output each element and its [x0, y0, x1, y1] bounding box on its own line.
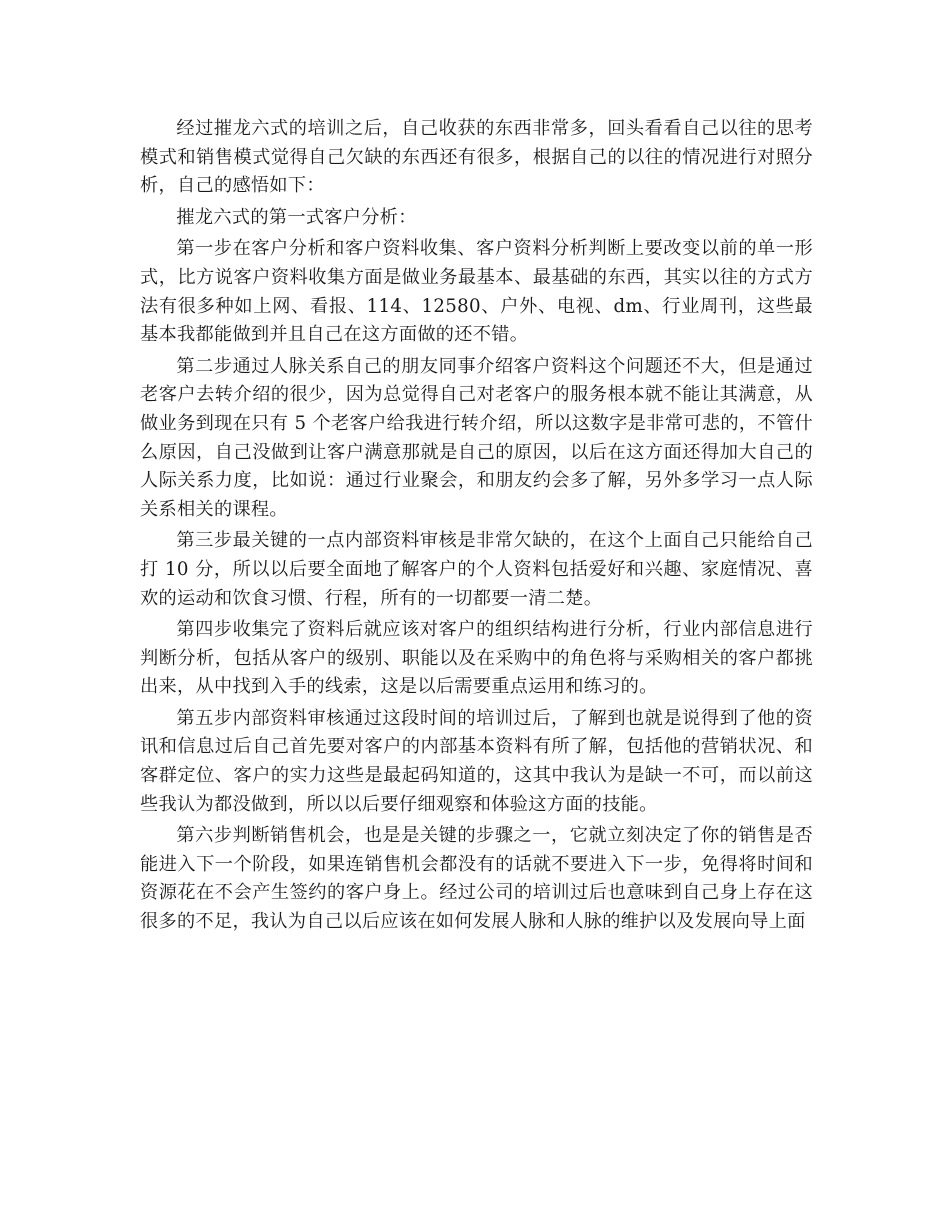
intro-paragraph: 经过摧龙六式的培训之后，自己收获的东西非常多，回头看看自己以往的思考模式和销售模式觉得自己欠缺的东西还有很多，根据自己的以往的情况进行对照分析，自己的感悟如下：	[140, 118, 813, 197]
step-two-paragraph: 第二步通过人脉关系自己的朋友同事介绍客户资料这个问题还不大，但是通过老客户去转介绍的很少，因为总觉得自己对老客户的服务根本就不能让其满意，从做业务到现在只有 5 个老客户给我进行转介绍，所以这数字是非常可悲的，不管什么原因，自己没做到让客户满意那就是自己的原因，以后在这方面还得加大自己的人际关系力度，比如说：通过行业聚会，和朋友约会多了解，另外多学习一点人际关系相关的课程。	[140, 355, 813, 520]
step-one-paragraph: 第一步在客户分析和客户资料收集、客户资料分析判断上要改变以前的单一形式，比方说客户资料收集方面是做业务最基本、最基础的东西，其实以往的方式方法有很多种如上网、看报、114、12580、户外、电视、dm、行业周刊，这些最基本我都能做到并且自己在这方面做的还不错。	[140, 238, 813, 346]
step-five-paragraph: 第五步内部资料审核通过这段时间的培训过后，了解到也就是说得到了他的资讯和信息过后自己首先要对客户的内部基本资料有所了解，包括他的营销状况、和客群定位、客户的实力这些是最起码知道的，这其中我认为是缺一不可，而以前这些我认为都没做到，所以以后要仔细观察和体验这方面的技能。	[140, 707, 813, 815]
step-four-paragraph: 第四步收集完了资料后就应该对客户的组织结构进行分析，行业内部信息进行判断分析，包括从客户的级别、职能以及在采购中的角色将与采购相关的客户都挑出来，从中找到入手的线索，这是以后需要重点运用和练习的。	[140, 619, 813, 698]
step-three-paragraph: 第三步最关键的一点内部资料审核是非常欠缺的，在这个上面自己只能给自己打 10 分，所以以后要全面地了解客户的个人资料包括爱好和兴趣、家庭情况、喜欢的运动和饮食习惯、行程，所有的一切都要一清二楚。	[140, 530, 813, 609]
section-heading-paragraph: 摧龙六式的第一式客户分析：	[176, 206, 417, 228]
step-six-paragraph: 第六步判断销售机会，也是是关键的步骤之一，它就立刻决定了你的销售是否能进入下一个阶段，如果连销售机会都没有的话就不要进入下一步，免得将时间和资源花在不会产生签约的客户身上。经过公司的培训过后也意味到自己身上存在这很多的不足，我认为自己以后应该在如何发展人脉和人脉的维护以及发展向导上面	[140, 825, 813, 933]
